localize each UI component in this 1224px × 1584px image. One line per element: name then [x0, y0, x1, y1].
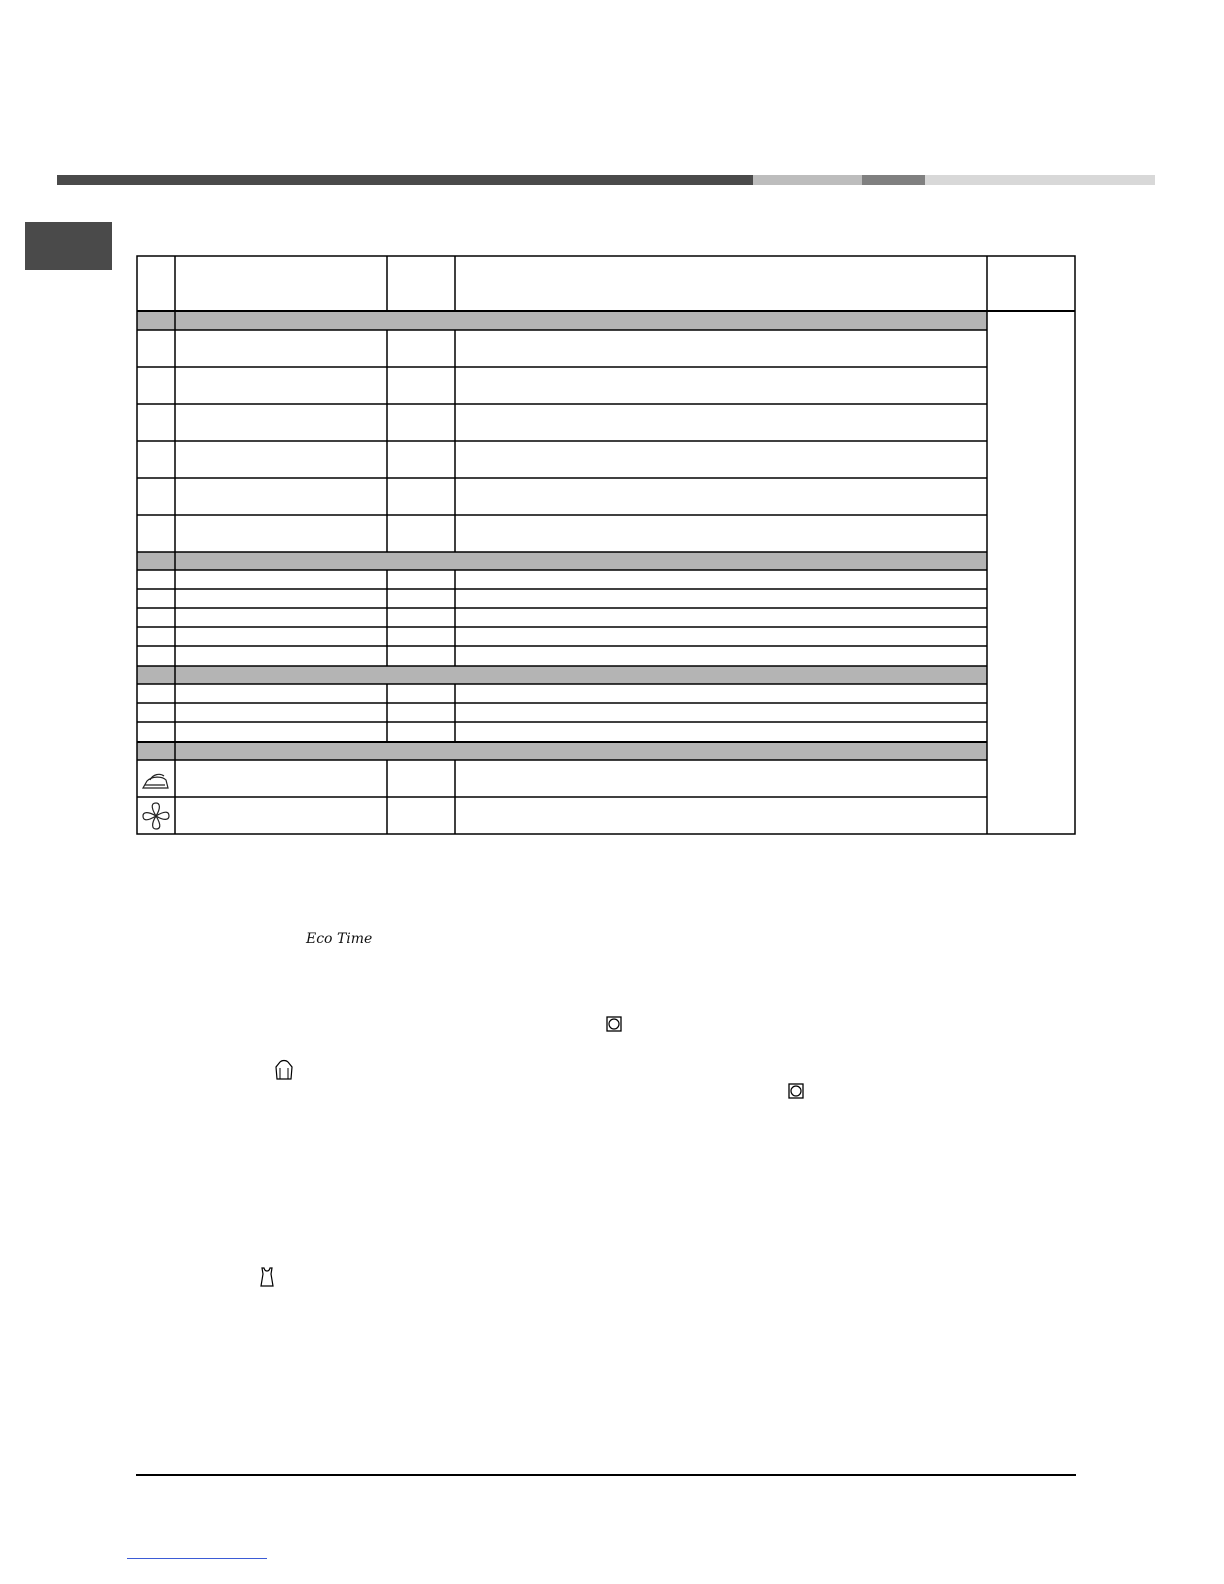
- footer-link-underline[interactable]: [127, 1558, 267, 1559]
- drum-icon: [788, 1083, 804, 1099]
- footer-rule: [136, 1474, 1076, 1476]
- table-section-band: [137, 311, 987, 330]
- drum-icon: [606, 1016, 622, 1032]
- table-section-band: [137, 552, 987, 570]
- iron-icon: [143, 774, 168, 788]
- fan-icon: [143, 803, 169, 829]
- table-section-band: [137, 666, 987, 684]
- vest-icon: [259, 1266, 275, 1288]
- ecotime-logo: Eco Time: [306, 931, 373, 947]
- woollens-icon: [273, 1059, 295, 1081]
- table-section-band: [137, 742, 987, 760]
